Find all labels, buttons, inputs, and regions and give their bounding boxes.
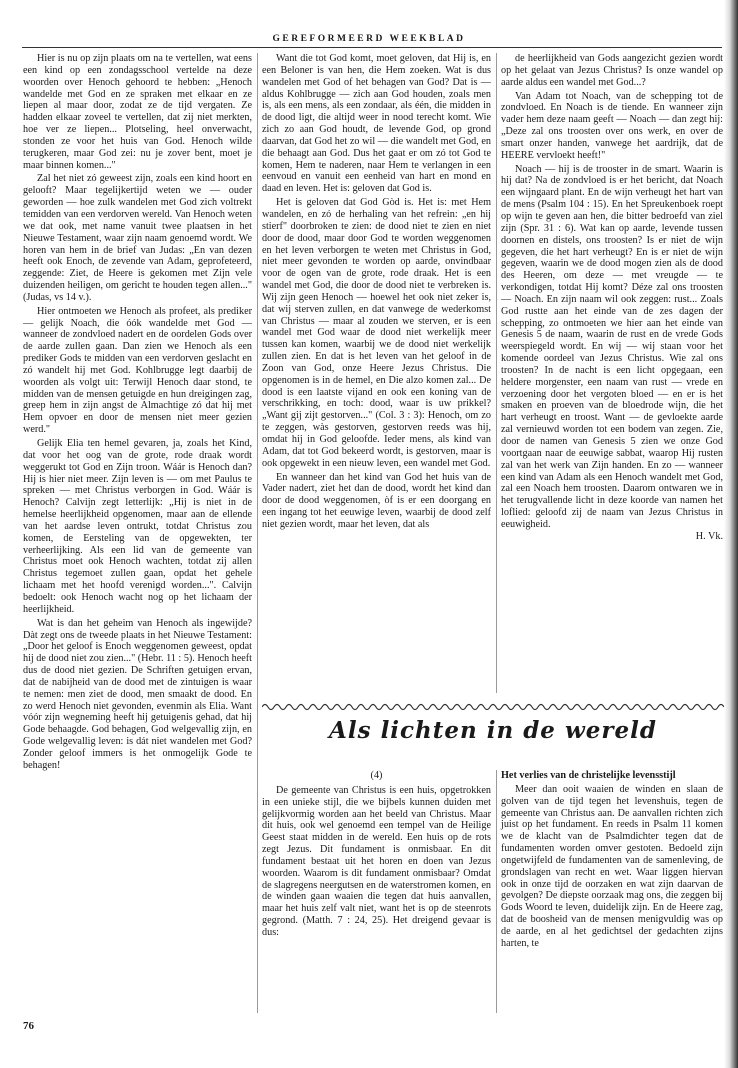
paragraph: Zal het niet zó geweest zijn, zoals een kind hoort en gelooft? Maar tegelijkertijd weten we — ouder geworden — hoe zulk wandelen met God zich voltrekt temidden van een verdorven wereld. Van Henoch weten we dat ook, met name vanuit twee plaatsen in het Nieuwe Testament, waar zijn naam genoemd wordt. We horen van hem in de brief van Judas: „En van dezen heeft ook Enoch, de zevende van Adam, geprofeteerd, zeggende: Ziet, de Heere is gekomen met Zijn vele duizenden heiligen, om gericht te houden tegen allen..." (Judas, vs 14 v.). (23, 173, 252, 303)
scan-edge (724, 0, 738, 1068)
page-number: 76 (23, 1020, 34, 1032)
paragraph: Het is geloven dat God Gòd is. Het is: met Hem wandelen, en zó de herhaling van het refrein: „en hij stierf" doorbroken te zien: de dood niet te zien en niet door de dood, maar door God te worden weggenomen en het leven verborgen te weten met Christus in God, niet meer gevonden te worden op aarde, onvindbaar voor de ogen van de grote, rode draak. Het is een wandel met God, die door de dood niet te verbreken is. Wij zijn geen Henoch — hoewel het ook niet zeker is, dat wij sterven zullen, en dat vanwege de wederkomst van Christus — maar al zouden we sterven, er is een wandel met God waar de dood niet werkelijk meer tussen kan komen, waarbij we de dood niet werkelijk zullen zien. En dat is het leven van het geloof in de Zoon van God, onze Heere Jezus Christus. Die opgenomen is in de hemel, en Die alzo komen zal... De dood is een laatste vijand en ook een koning van de verschrikking, en toch: dood, waar is uw prikkel? „Want gij zijt gestorven..." (Col. 3 : 3): Henoch, om zo te zeggen, wàs gestorven, gestorven reeds was hij, omdat hij in God geloofde. Ieder mens, als kind van Adam, dat tot God bekeerd wordt, is gestorven, maar is ook opgewekt in een nieuw leven, een wandel met God. (262, 197, 491, 469)
column-3 (501, 53, 723, 543)
episode-number: (4) (370, 770, 383, 781)
wavy-divider (262, 702, 724, 712)
column-divider (257, 53, 258, 1013)
paragraph: Van Adam tot Noach, van de schepping tot de zondvloed. En Noach is de tiende. En wanneer zijn vader hem deze naam geeft — Noach — dan zegt hij: „Deze zal ons troosten over ons werk, en over de smart onzer handen, vanwege het aardrijk, dat de HEERE vervloekt heeft!" (501, 90, 723, 161)
column-2 (262, 53, 491, 531)
paragraph: Gelijk Elia ten hemel gevaren, ja, zoals het Kind, dat voor het oog van de grote, rode draak wordt weggerukt tot God en Zijn troon. Wáár is Henoch dan? Hij is hier niet meer. Zijn leven is — om met Paulus te spreken — met Christus verborgen in God. Wáár is Henoch? Calvijn zegt letterlijk: „Hij is niet in de hemelse heerlijkheid opgenomen, maar aan de ellende van het aardse leven ontrukt, totdat Christus zou komen, de Eersteling van de opgewekten, ter verheerlijking. Als een lid van de gemeente van Christus moet ook Henoch wachten, totdat zij allen Christus tegemoet zullen gaan, opdat het gehele lichaam met het hoofd verenigd worden...". Calvijn bedoelt: ook Henoch wacht nog op het lichaam der heerlijkheid. (23, 438, 252, 615)
column-1 (23, 53, 252, 772)
paragraph: de heerlijkheid van Gods aangezicht gezien wordt op het gelaat van Jezus Christus? Is onze wandel op aarde aldus een wandel met God...? (501, 53, 723, 88)
column-5 (501, 770, 723, 950)
paragraph: Want die tot God komt, moet geloven, dat Hij is, en een Beloner is van hen, die Hem zoeken. Wat is dus wandelen met God of het behagen van God? Dat is — aldus Kohlbrugge — zich aan God houden, zoals men is, als een mens, als een zondaar, als één, die midden in de dood ligt, die altijd weer in nood terecht komt. Wie zich zo aan God houdt, de levende God, op grond daarvan, dat God het zo wil — die wandelt met God, en die behaagt aan God. Dus het gaat er om zó tot God te komen, Hem te naderen, naar Hem te verlangen in een eenvoud en vanuit een eenheid van hart en mond en daad en leven. Het is: geloven dat God is. (262, 53, 491, 195)
paragraph: Meer dan ooit waaien de winden en slaan de golven van de tijd tegen het levenshuis, tegen de gemeente van Christus aan. De aanvallen richten zich juist op het fundament. En reeds in Psalm 11 komen we de klacht van de Psalmdichter tegen dat de fundamenten worden omver gestoten. Bedoeld zijn ongetwijfeld de fundamenten van de samenleving, de grondslagen van recht en wet. Waar liggen hiervan ook in onze tijd de oorzaken en wat zijn daarvan de gevolgen? De diepste oorzaak mag ons, die zeggen bij Gods Woord te leven, duidelijk zijn. En de Heere zag, dat de boosheid van de mensen menigvuldig was op de aarde, en al het gedichtsel der gedachten zijns harten, te (501, 783, 723, 949)
header-rule (22, 47, 722, 48)
column-divider (496, 53, 497, 693)
column-divider (496, 770, 497, 1013)
series-title: Als lichten in de wereld (329, 717, 657, 744)
paragraph: Hier is nu op zijn plaats om na te vertellen, wat eens een kind op een zondagsschool vertelde na deze woorden over Henoch gehoord te hebben: „Henoch wandelde met God en ze spraken met elkaar en ze liepen al maar door, zodat ze de tijd vergaten. Ze hadden elkaar zoveel te vertellen, dat zij niet merkten, hoe ver ze liepen... Plotseling, heel onverwacht, stonden ze voor het huis van God. Henoch wilde terugkeren, maar God zei: nu je zover bent, moet je maar binnen komen..." (23, 53, 252, 171)
paragraph: En wanneer dan het kind van God het huis van de Vader nadert, ziet het dan de dood, wordt het kind dan door de dood weggenomen, òf is er een doorgang en een ingang tot het eeuwige leven, waarbij de dood zelf niet gezien wordt, maar het leven, dat als (262, 471, 491, 530)
paragraph: Hier ontmoeten we Henoch als profeet, als prediker — gelijk Noach, die óók wandelde met God — wanneer de zondvloed nadert en de oordelen Gods over de aarde zullen gaan. Dan zien we Henoch als een prediker Gods te midden van een verdorven geslacht en zó wandelt hij met God. Kohlbrugge legt daarbij de woorden als volgt uit: Terwijl Henoch daar stond, te midden van de mensen getuigde en hun dreigingen zag, greep hem in zijn angst de Almachtige zó dat hij met Hem opvoer en door de mensen niet meer gezien werd." (23, 305, 252, 436)
author-signature: H. Vk. (695, 530, 723, 542)
column-4 (262, 770, 491, 939)
section-subtitle: Het verlies van de christelijke levensstijl (501, 770, 676, 781)
paragraph: Wat is dan het geheim van Henoch als ingewijde? Dàt zegt ons de tweede plaats in het Nieuwe Testament: „Door het geloof is Enoch weggenomen geweest, opdat hij de dood niet zou zien..." (Hebr. 11 : 5). Henoch heeft dus de dood niet gezien. De Schriften getuigen ervan, dat de nabijheid van de dood met de zintuigen is waar te nemen: men ziet de dood, men smaakt de dood. En zo werd Henoch niet gevonden, evenmin als Elia. Want vóór zijn wegneming heeft hij getuigenis gehad, dat hij Gode behaagde. God behagen, God welgevallig zijn, en Gode welgevallig leven: is dát niet wandelen met God? Zonder geloof immers is het onmogelijk Gode te behagen! (23, 617, 252, 771)
journal-title: GEREFORMEERD WEEKBLAD (272, 34, 466, 44)
paragraph: Noach — hij is de trooster in de smart. Waarin is hij dat? Na de zondvloed is er het bericht, dat Noach een wijngaard plant. En de wijn verheugt het hart van de mens (Psalm 104 : 15). En het Spreukenboek roept op wijn te geven aan hen, die bitter bedroefd van ziel zijn (Spr. 31 : 6). Wat kan op aarde, levende tussen doornen en distels, ons troosten? Is er niet de wijn gegeven, die het hart verheugt? En is er niet de wijn gegeven, waarin we de dood mogen zien als de dood des Heeren, om deze — met vreugde — te verkondigen, totdat Hij komt? Déze zal ons troosten — Noach. En zijn naam wil ook zeggen: rust... Zoals God rustte aan het einde van de zes dagen der schepping, zo ontmoeten we hier aan het einde van Genesis 5 de naam, waarin de rust en de vrede Gods weerspiegeld wordt. En wij — wij staan voor het komende oordeel van Jezus Christus. Wie zal ons troosten? In de nacht is een licht opgegaan, een heldere morgenster, een naam van rust — vrede en verzoening door het vergoten bloed — en er is het smaken en proeven van de bloedrode wijn, die het hart verheugt en troost. Want — de gevloekte aarde zal vernieuwd worden tot een bodem van zegen. Zie, door de namen van Genesis 5 zien we onze God voortgaan naar de eeuwige sabbat, waarop Hij rusten zal van het werk van Zijn handen. En zo — wanneer een kind van Adam als een Henoch wandelt met God, zal een Noach hem troosten. Daarom ontwaren we in het terugvallende licht in deze koorde van namen het loflied: geloofd zij de naam van Jezus Christus in eeuwigheid. (501, 163, 723, 530)
paragraph: De gemeente van Christus is een huis, opgetrokken in een unieke stijl, die we bijbels kunnen duiden met gelijkvormig worden aan het beeld van Christus. Maar dit huis, ook wel genoemd een tempel van de Heilige Geest staat midden in de wereld. Een huis op de rots zegt Jezus. Dit fundament is onmisbaar. En dit fundament bestaat uit het horen en doen van Jezus woorden. Waarom is dit fundament onmisbaar? Omdat de slagregens neergutsen en de waterstromen komen, en de winden gaan waaien die tegen dat huis aanvallen, maar het huis zelf valt niet, want het is op de steenrots gegrond. (Matth. 7 : 24, 25). Het dreigend gevaar is dus: (262, 784, 491, 938)
